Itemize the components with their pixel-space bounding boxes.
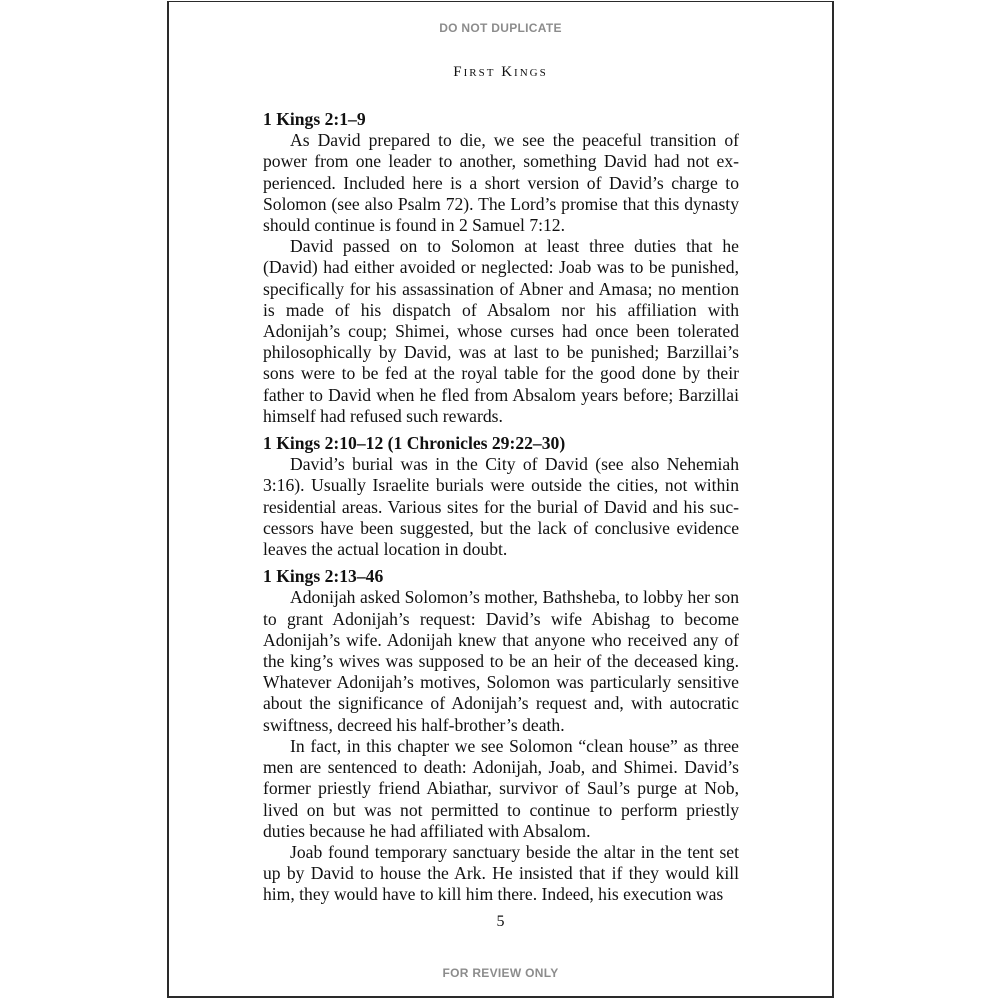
paragraph: As David prepared to die, we see the peaceful transition of power from one leader to another, something David had not experienced. Included here is a short version of David’s charge to Solomon (see also Psalm 72). The Lord’s promise that this dynasty should continue is found in 2 Samuel 7:12. (263, 130, 739, 236)
paragraph: Adonijah asked Solomon’s mother, Bathsheba, to lobby her son to grant Adonijah’s request: David’s wife Abishag to become Adonijah’s wife. Adonijah knew that anyone who received any of the king’s wives was supposed to be an heir of the deceased king. Whatever Adonijah’s motives, Solomon was particularly sensitive about the significance of Adonijah’s request and, with autocratic swiftness, decreed his half-brother’s death. (263, 587, 739, 735)
watermark-bottom: FOR REVIEW ONLY (442, 966, 559, 980)
section-heading: 1 Kings 2:1–9 (263, 109, 366, 129)
section-heading: 1 Kings 2:10–12 (1 Chronicles 29:22–30) (263, 433, 566, 454)
page-number: 5 (496, 913, 505, 930)
watermark-top: DO NOT DUPLICATE (439, 21, 562, 35)
section-heading: 1 Kings 2:13–46 (263, 566, 384, 587)
running-head: First Kings (453, 64, 548, 80)
paragraph: Joab found temporary sanctuary beside the altar in the tent set up by David to house the Ark. He insisted that if they would kill him, they would have to kill him there. Indeed, his execution was (263, 841, 739, 905)
paragraph: David passed on to Solomon at least three duties that he (David) had either avoided or neglected: Joab was to be punished, specifically for his assassination of Abner and Amasa; no mention is made of his dispatch of Absalom nor his affiliation with Adonijah’s coup; Shimei, whose curses had once been tolerated philosophically by David, was at last to be punished; Barzillai’s sons were to be fed at the royal table for the good done by their father to David when he fled from Absalom years before; Barzillai himself had refused such rewards. (263, 236, 739, 426)
section-1-kings-2-10-12 (263, 433, 739, 560)
body-text (263, 109, 739, 912)
paragraph: David’s burial was in the City of David (see also Nehemiah 3:16). Usually Israelite burials were outside the cities, not within residential areas. Various sites for the burial of David and his successors have been suggested, but the lack of conclusive evidence leaves the actual location in doubt. (263, 454, 739, 560)
section-1-kings-2-1-9 (263, 109, 739, 427)
paragraph: In fact, in this chapter we see Solomon “clean house” as three men are sentenced to death: Adonijah, Joab, and Shimei. David’s former priestly friend Abiathar, survivor of Saul’s purge at Nob, lived on but was not permitted to continue to perform priestly duties because he had affiliated with Absalom. (263, 735, 739, 841)
section-1-kings-2-13-46 (263, 566, 739, 905)
book-page (167, 1, 834, 998)
